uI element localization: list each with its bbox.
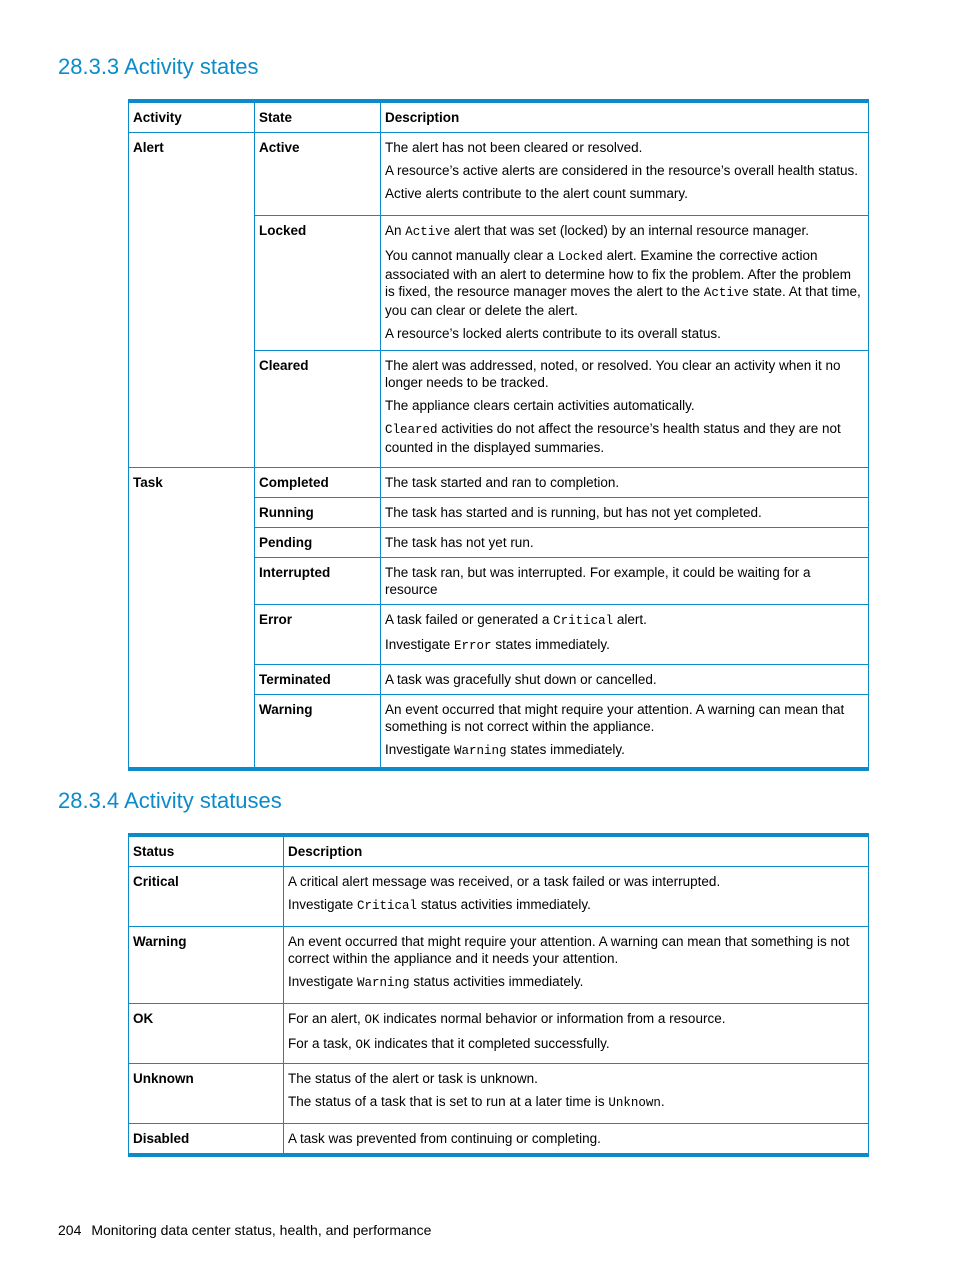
description-cell: An event occurred that might require your attention. A warning can mean that something is not correct within the appliance. Investigate Warning states immediately. — [381, 695, 869, 769]
column-header-activity: Activity — [129, 101, 255, 133]
table-row — [129, 605, 869, 665]
description-cell: A task was gracefully shut down or cancelled. — [381, 665, 869, 695]
table-row — [129, 468, 869, 498]
description-cell: The task ran, but was interrupted. For example, it could be waiting for a resource — [381, 558, 869, 605]
table-row — [129, 1064, 869, 1124]
description-cell: The alert has not been cleared or resolved. A resource’s active alerts are considered in the resource’s overall health status. Active alerts contribute to the alert count summary. — [381, 133, 869, 216]
state-cell: Pending — [255, 528, 381, 558]
activity-cell-alert: Alert — [129, 133, 255, 216]
table-row — [129, 695, 869, 769]
page-number: 204 — [58, 1222, 82, 1238]
table-row — [129, 216, 869, 351]
description-cell: The task started and ran to completion. — [381, 468, 869, 498]
page-footer — [58, 1222, 431, 1238]
state-cell: Locked — [255, 216, 381, 351]
status-cell: OK — [129, 1004, 284, 1064]
table-row — [129, 1004, 869, 1064]
table-header-row — [129, 835, 869, 867]
state-cell: Error — [255, 605, 381, 665]
description-cell: A task was prevented from continuing or completing. — [284, 1124, 869, 1156]
section-heading-activity-states: 28.3.3 Activity states — [58, 54, 259, 79]
description-cell: For an alert, OK indicates normal behavior or information from a resource. For a task, OK indicates that it completed successfully. — [284, 1004, 869, 1064]
state-cell: Running — [255, 498, 381, 528]
footer-title: Monitoring data center status, health, and performance — [91, 1222, 432, 1238]
table-row — [129, 867, 869, 927]
table-row — [129, 665, 869, 695]
column-header-description: Description — [381, 101, 869, 133]
activity-states-table — [128, 99, 869, 771]
description-cell: A task failed or generated a Critical alert. Investigate Error states immediately. — [381, 605, 869, 665]
column-header-description: Description — [284, 835, 869, 867]
description-cell: The task has started and is running, but has not yet completed. — [381, 498, 869, 528]
status-cell: Warning — [129, 927, 284, 1004]
status-cell: Disabled — [129, 1124, 284, 1156]
description-cell: The alert was addressed, noted, or resolved. You clear an activity when it no longer needs to be tracked. The appliance clears certain activities automatically. Cleared activities do not affect the resource’s health status and they are not counted in the displayed summaries. — [381, 351, 869, 468]
description-cell: An Active alert that was set (locked) by an internal resource manager. You cannot manually clear a Locked alert. Examine the corrective action associated with an alert to determine how to fix the problem. After the problem is fixed, the resource manager moves the alert to the Active state. At that time, you can clear or delete the alert. A resource’s locked alerts contribute to its overall status. — [381, 216, 869, 351]
activity-statuses-table — [128, 833, 869, 1157]
description-cell: The task has not yet run. — [381, 528, 869, 558]
state-cell: Terminated — [255, 665, 381, 695]
table-row — [129, 558, 869, 605]
description-cell: An event occurred that might require your attention. A warning can mean that something is not correct within the appliance and it needs your attention. Investigate Warning status activities immediately. — [284, 927, 869, 1004]
table-header-row — [129, 101, 869, 133]
table-row — [129, 498, 869, 528]
table-row — [129, 1124, 869, 1156]
description-cell: A critical alert message was received, or a task failed or was interrupted. Investigate Critical status activities immediately. — [284, 867, 869, 927]
status-cell: Unknown — [129, 1064, 284, 1124]
description-cell: The status of the alert or task is unknown. The status of a task that is set to run at a later time is Unknown. — [284, 1064, 869, 1124]
table-row — [129, 528, 869, 558]
activity-cell-task: Task — [129, 468, 255, 498]
status-cell: Critical — [129, 867, 284, 927]
state-cell: Completed — [255, 468, 381, 498]
column-header-status: Status — [129, 835, 284, 867]
state-cell: Active — [255, 133, 381, 216]
state-cell: Interrupted — [255, 558, 381, 605]
state-cell: Warning — [255, 695, 381, 769]
table-row — [129, 927, 869, 1004]
section-heading-activity-statuses: 28.3.4 Activity statuses — [58, 788, 282, 813]
table-row — [129, 133, 869, 216]
column-header-state: State — [255, 101, 381, 133]
table-row — [129, 351, 869, 468]
state-cell: Cleared — [255, 351, 381, 468]
